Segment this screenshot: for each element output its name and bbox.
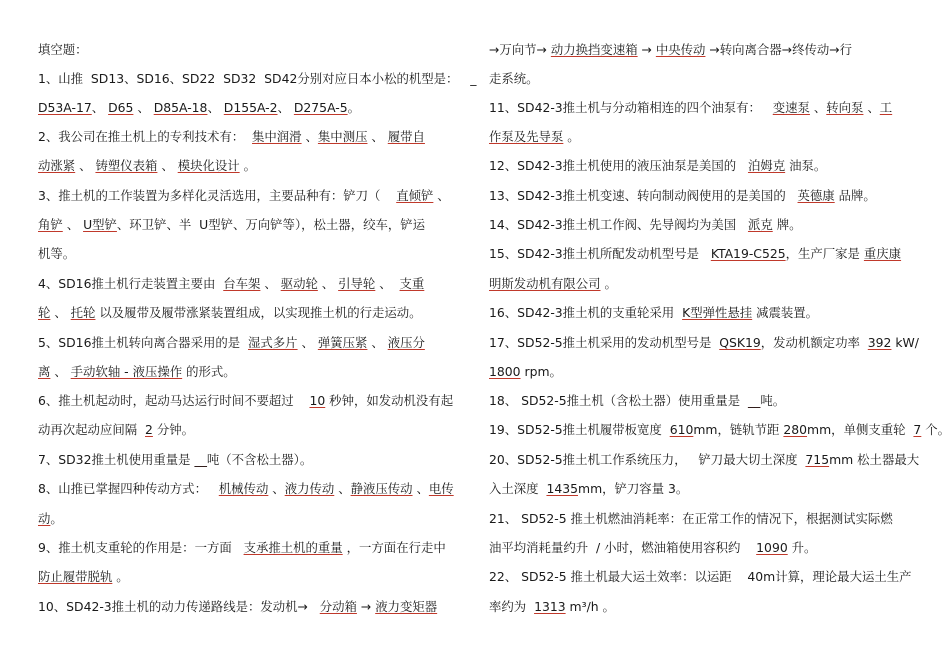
text-segment: ，一方面在行走中	[342, 540, 446, 555]
text-line	[489, 364, 562, 380]
text-segment: 填空题：	[38, 42, 88, 57]
text-line	[38, 393, 453, 409]
text-line	[38, 481, 454, 497]
text-line	[489, 100, 892, 116]
text-line	[489, 217, 801, 233]
answer-blank: 动	[38, 511, 51, 526]
answer-blank: 轮	[38, 305, 51, 320]
answer-blank: 台车架	[223, 276, 261, 291]
text-line	[38, 364, 236, 380]
text-segment: →	[356, 599, 376, 614]
text-segment: 吨。	[760, 393, 786, 408]
text-line	[489, 246, 901, 262]
text-segment: 。	[112, 569, 129, 584]
text-segment: 2、我公司在推土机上的专利技术有：	[38, 129, 253, 144]
text-segment: 12、SD42-3推土机使用的液压油泵是美国的	[489, 158, 748, 173]
text-segment: 、	[375, 276, 400, 291]
text-segment: 个。	[921, 422, 950, 437]
text-segment: 、	[367, 129, 388, 144]
text-segment: 5、SD16推土机转向离合器采用的是	[38, 335, 249, 350]
text-segment: 、	[75, 158, 96, 173]
answer-blank: 280	[783, 422, 808, 437]
text-line	[38, 71, 476, 87]
text-segment: mm，链轨节距	[693, 422, 784, 437]
text-line	[38, 276, 424, 292]
answer-blank: 动涨紧	[38, 158, 76, 173]
text-segment: 分钟。	[152, 422, 195, 437]
answer-blank: 模块化设计	[177, 158, 240, 173]
text-line	[489, 569, 912, 585]
answer-blank: 支重	[399, 276, 425, 291]
text-line	[489, 158, 826, 174]
text-segment: 、	[433, 188, 450, 203]
answer-blank: 中央传动	[655, 42, 706, 57]
text-segment: 13、SD42-3推土机变速、转向制动阀使用的是美国的	[489, 188, 798, 203]
text-segment: 入土深度	[489, 481, 547, 496]
text-line	[38, 599, 437, 615]
text-segment: 减震装置。	[752, 305, 819, 320]
text-segment: 、	[809, 100, 827, 115]
text-segment: 动再次起动应间隔	[38, 422, 146, 437]
answer-blank: 湿式多片	[248, 335, 298, 350]
answer-blank: 支承推土机的重量	[243, 540, 343, 555]
text-segment: 7、SD32推土机使用重量是	[38, 452, 195, 467]
text-segment: 以及履带及履带涨紧装置组成，以实现推土机的行走运动。	[95, 305, 422, 320]
answer-blank: 液压分	[387, 335, 425, 350]
text-segment: 、	[301, 129, 318, 144]
answer-blank: 610	[669, 422, 694, 437]
text-segment: m³/h 。	[565, 599, 615, 614]
text-segment: 机等。	[38, 246, 76, 261]
answer-blank: 转向泵	[826, 100, 864, 115]
text-segment: 升。	[787, 540, 817, 555]
text-segment: 牌。	[772, 217, 802, 232]
text-segment: 6、推土机起动时，起动马达运行时间不要超过	[38, 393, 310, 408]
answer-blank: KTA19-C525	[710, 246, 786, 261]
text-segment: 10、SD42-3推土机的动力传递路线是：发动机→	[38, 599, 320, 614]
text-line	[38, 452, 312, 468]
text-line	[489, 599, 615, 615]
text-line	[489, 42, 852, 58]
text-segment: 。	[347, 100, 361, 115]
answer-blank: 明斯发动机有限公司	[489, 276, 601, 291]
answer-blank: QSK19	[719, 335, 761, 350]
text-segment: 、	[50, 364, 71, 379]
text-segment: 1、山推 SD13、SD16、SD22 SD32 SD42分别对应日本小松的机型是： _	[38, 71, 477, 86]
text-segment: 、	[62, 217, 84, 232]
text-line	[489, 540, 816, 556]
text-segment: mm，铲刀容量 3。	[578, 481, 689, 496]
answer-blank: 泊姆克	[747, 158, 786, 173]
answer-blank: 工	[879, 100, 893, 115]
text-segment: mm 松土器最大	[829, 452, 920, 467]
text-segment: 油平均消耗量约升 / 小时，燃油箱使用容积约	[489, 540, 757, 555]
answer-blank: 防止履带脱轨	[38, 569, 113, 584]
answer-blank: 弹簧压紧	[317, 335, 368, 350]
answer-blank: 动力换挡变速箱	[550, 42, 638, 57]
text-line	[489, 129, 580, 145]
text-segment: 走系统。	[489, 71, 539, 86]
text-segment: 、	[277, 100, 294, 115]
answer-blank: 7	[913, 422, 922, 437]
answer-blank: 离	[38, 364, 51, 379]
text-line	[38, 569, 129, 585]
answer-blank: D85A-18	[153, 100, 208, 115]
answer-blank: 集中润滑	[252, 129, 302, 144]
text-segment: 20、SD52-5推土机工作系统压力， 铲刀最大切土深度	[489, 452, 806, 467]
text-segment: 、	[412, 481, 429, 496]
text-segment: 、	[297, 335, 318, 350]
text-line	[489, 335, 919, 351]
answer-blank: 1800	[489, 364, 521, 379]
text-segment: 21、 SD52-5 推土机燃油消耗率：在正常工作的情况下，根据测试实际燃	[489, 511, 893, 526]
text-segment: 、	[133, 100, 154, 115]
text-segment: 的形式。	[182, 364, 236, 379]
answer-blank: 715	[805, 452, 830, 467]
answer-blank: D155A-2	[223, 100, 278, 115]
text-line	[489, 305, 818, 321]
text-line	[38, 129, 425, 145]
text-line	[38, 42, 88, 58]
answer-blank: 集中测压	[317, 129, 368, 144]
text-segment: 、	[50, 305, 71, 320]
text-segment: 17、SD52-5推土机采用的发动机型号是	[489, 335, 720, 350]
answer-blank: D65	[108, 100, 134, 115]
answer-blank: 作泵及先导泵	[489, 129, 564, 144]
answer-blank: 托轮	[70, 305, 96, 320]
text-line	[38, 158, 256, 174]
text-segment: →万向节→	[489, 42, 551, 57]
text-segment: rpm。	[520, 364, 562, 379]
text-line	[489, 393, 785, 409]
text-segment: →	[637, 42, 656, 57]
text-line	[489, 511, 893, 527]
text-segment: 、	[334, 481, 351, 496]
text-segment: 、环卫铲、半 U型铲、万向铲等），松土器，绞车，铲运	[116, 217, 426, 232]
answer-blank: 引导轮	[338, 276, 376, 291]
text-segment: 、	[863, 100, 880, 115]
text-segment: 22、 SD52-5 推土机最大运土效率：以运距 40m计算，理论最大运土生产	[489, 569, 912, 584]
answer-blank: 驱动轮	[280, 276, 318, 291]
text-segment: 8、山推已掌握四种传动方式：	[38, 481, 219, 496]
answer-blank: K型弹性悬挂	[682, 305, 753, 320]
text-line	[38, 100, 360, 116]
answer-blank: 重庆康	[863, 246, 902, 261]
answer-blank: D53A-17	[38, 100, 92, 115]
text-segment: 4、SD16推土机行走装置主要由	[38, 276, 224, 291]
answer-blank: 角铲	[38, 217, 63, 232]
answer-blank: 电传	[428, 481, 454, 496]
text-line	[489, 188, 876, 204]
text-segment: 、	[268, 481, 285, 496]
text-segment: mm，单侧支重轮	[807, 422, 914, 437]
answer-blank: 履带自	[387, 129, 425, 144]
text-line	[38, 188, 450, 204]
text-line	[489, 276, 617, 292]
text-line	[38, 217, 425, 233]
text-line	[489, 452, 919, 468]
answer-blank: 1090	[756, 540, 788, 555]
answer-blank: 液力传动	[284, 481, 335, 496]
answer-blank: 2	[145, 422, 153, 437]
text-line	[38, 511, 63, 527]
text-segment: 。	[563, 129, 580, 144]
answer-blank: U型铲	[83, 217, 117, 232]
answer-blank: 1435	[546, 481, 578, 496]
answer-blank: __	[194, 452, 207, 467]
text-line	[38, 540, 446, 556]
text-segment: 吨（不含松土器）。	[206, 452, 313, 467]
text-line	[38, 422, 194, 438]
text-segment: 油泵。	[785, 158, 827, 173]
text-segment: 。	[50, 511, 63, 526]
answer-blank: 392	[867, 335, 892, 350]
answer-blank: 直倾铲	[396, 188, 434, 203]
answer-blank: 1313	[534, 599, 566, 614]
text-line	[38, 335, 425, 351]
text-segment: 、	[317, 276, 339, 291]
text-segment: 、	[91, 100, 109, 115]
answer-blank: __	[747, 393, 761, 408]
answer-blank: 液力变矩器	[375, 599, 438, 614]
text-segment: ，发动机额定功率	[760, 335, 868, 350]
text-segment: 。	[239, 158, 256, 173]
text-line	[38, 246, 75, 262]
text-segment: 。	[600, 276, 617, 291]
text-segment: 14、SD42-3推土机工作阀、先导阀均为美国	[489, 217, 748, 232]
answer-blank: 机械传动	[218, 481, 269, 496]
text-segment: 、	[260, 276, 281, 291]
text-segment: 15、SD42-3推土机所配发动机型号是	[489, 246, 711, 261]
text-segment: 、	[367, 335, 388, 350]
text-segment: 9、推土机支重轮的作用是：一方面	[38, 540, 244, 555]
text-segment: 16、SD42-3推土机的支重轮采用	[489, 305, 683, 320]
answer-blank: 变速泵	[772, 100, 810, 115]
answer-blank: 分动箱	[319, 599, 357, 614]
text-segment: 19、SD52-5推土机履带板宽度	[489, 422, 670, 437]
answer-blank: 派克	[747, 217, 773, 232]
answer-blank: 手动软轴 - 液压操作	[70, 364, 183, 379]
text-line	[489, 71, 539, 87]
text-segment: 、	[207, 100, 224, 115]
text-line	[489, 422, 950, 438]
text-segment: 、	[157, 158, 178, 173]
text-segment: →转向离合器→终传动→行	[705, 42, 853, 57]
text-segment: 11、SD42-3推土机与分动箱相连的四个油泵有：	[489, 100, 773, 115]
answer-blank: 10	[309, 393, 326, 408]
answer-blank: 铸塑仪表箱	[95, 158, 158, 173]
answer-blank: D275A-5	[293, 100, 348, 115]
text-line	[489, 481, 688, 497]
text-segment: 率约为	[489, 599, 535, 614]
text-segment: 3、推土机的工作装置为多样化灵活选用，主要品种有：铲刀（	[38, 188, 397, 203]
text-segment: 品牌。	[834, 188, 876, 203]
answer-blank: 静液压传动	[350, 481, 413, 496]
text-line	[38, 305, 422, 321]
text-segment: kW/	[891, 335, 919, 350]
answer-blank: 英德康	[797, 188, 835, 203]
text-segment: 秒钟，如发动机没有起	[325, 393, 454, 408]
text-segment: ，生产厂家是	[785, 246, 864, 261]
text-segment: 18、 SD52-5推土机（含松土器）使用重量是	[489, 393, 748, 408]
